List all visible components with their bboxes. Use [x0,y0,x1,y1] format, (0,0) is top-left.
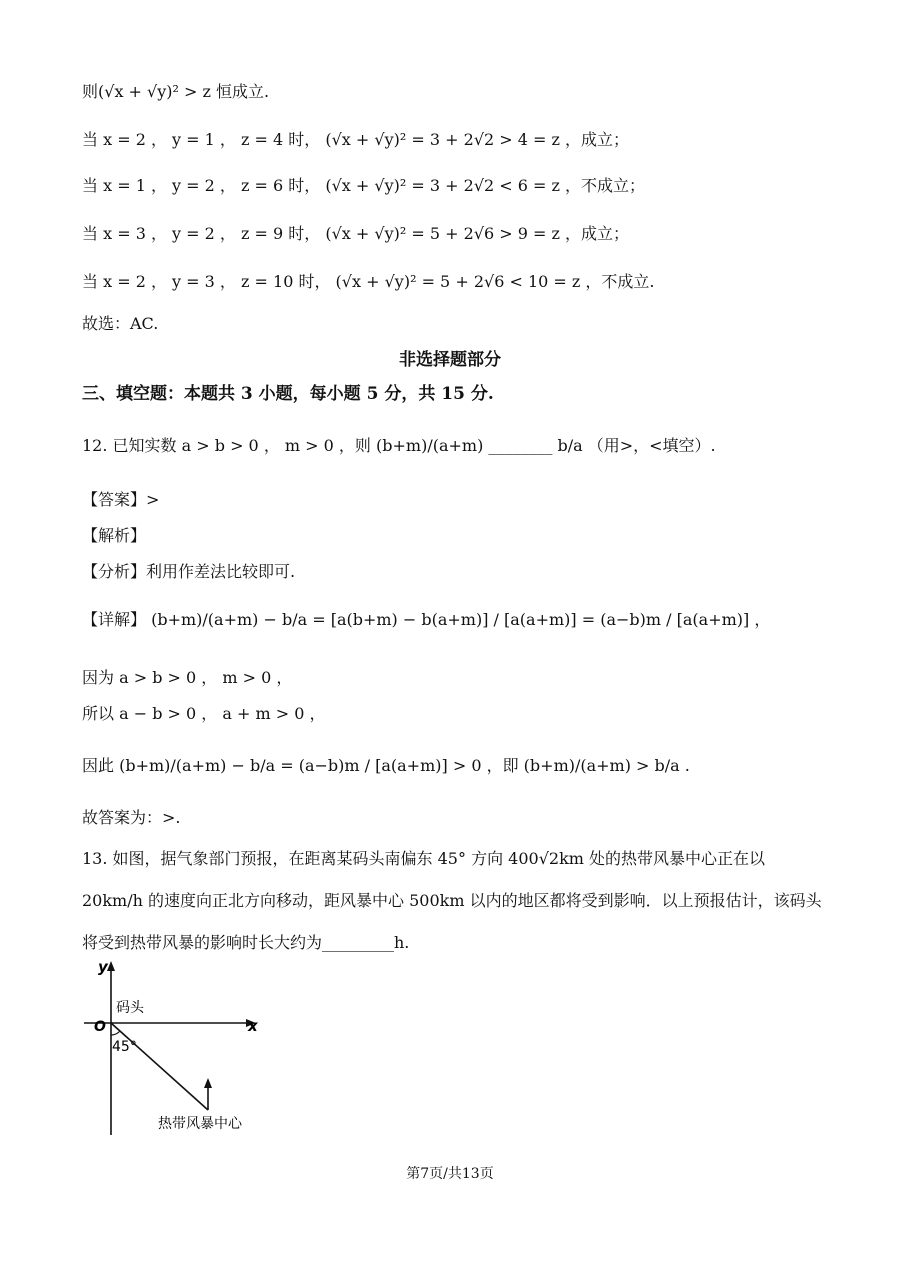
y-axis-arrow [107,961,115,971]
choice-answer: 故选：AC. [82,314,159,333]
solution-line-1: 则(√x + √y)² > z 恒成立. [82,82,270,101]
q12-final: 故答案为：>. [82,808,181,827]
storm-figure [80,955,280,1135]
q12-analysis-label: 【解析】 [82,526,147,545]
solution-line-4: 当 x = 3 ， y = 2 ， z = 9 时， (√x + √y)² = 5 + 2√6 > 9 = z ，成立； [82,224,630,243]
solution-line-5: 当 x = 2 ， y = 3 ， z = 10 时， (√x + √y)² = 5 + 2√6 < 10 = z ，不成立. [82,272,655,291]
section-heading: 三、填空题：本题共 3 小题，每小题 5 分，共 15 分. [82,384,494,404]
solution-line-3: 当 x = 1 ， y = 2 ， z = 6 时， (√x + √y)² = 3 + 2√2 < 6 = z ，不成立； [82,176,646,195]
angle-label: 45° [112,1039,137,1055]
dock-label: 码头 [116,1000,144,1016]
q12-therefore: 因此 (b+m)/(a+m) − b/a = (a−b)m / [a(a+m)] > 0 ，即 (b+m)/(a+m) > b/a . [82,756,690,775]
q12-because: 因为 a > b > 0 ， m > 0 ， [82,668,293,687]
page-number: 第7页/共13页 [406,1166,494,1182]
q12-answer: 【答案】> [82,490,160,509]
q12-so: 所以 a − b > 0 ， a + m > 0 ， [82,704,326,723]
section-title: 非选择题部分 [399,350,501,370]
q12-fenxi: 【分析】利用作差法比较即可. [82,562,296,581]
solution-line-2: 当 x = 2 ， y = 1 ， z = 4 时， (√x + √y)² = 3 + 2√2 > 4 = z ，成立； [82,130,630,149]
y-axis-label: y [98,958,108,976]
angle-arc [111,1032,120,1036]
storm-label: 热带风暴中心 [158,1116,242,1132]
q12-detail: 【详解】 (b+m)/(a+m) − b/a = [a(b+m) − b(a+m)] / [a(a+m)] = (a−b)m / [a(a+m)] ， [82,610,771,629]
north-arrow-head [204,1078,212,1088]
storm-path-line [111,1023,208,1110]
x-axis-label: x [248,1017,258,1035]
q12-stem: 12. 已知实数 a > b > 0 ， m > 0 ，则 (b+m)/(a+m) ________ b/a （用>，<填空）. [82,436,716,455]
q13-text: 13. 如图，据气象部门预报，在距离某码头南偏东 45° 方向 400√2km 处的热带风暴中心正在以 20km/h 的速度向正北方向移动，距风暴中心 500km 以内的地区都将受到影响．以上预报估计，该码头将受到热带风暴的影响时长大约为_________h. [82,849,822,952]
origin-label: O [94,1019,106,1035]
